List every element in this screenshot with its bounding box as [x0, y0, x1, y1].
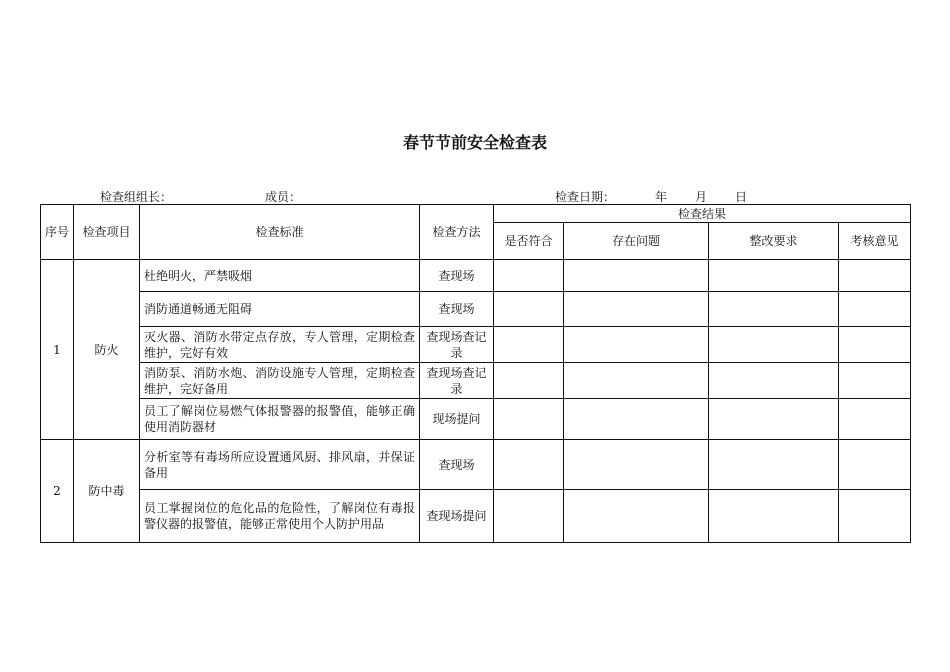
header-item: 检查项目	[74, 205, 140, 260]
header-seq: 序号	[41, 205, 74, 260]
assess-cell[interactable]	[839, 363, 911, 399]
header-row	[41, 205, 911, 223]
problem-cell[interactable]	[564, 327, 709, 363]
date-label: 检查日期：	[555, 190, 616, 204]
header-problem: 存在问题	[564, 223, 709, 260]
group-item: 防火	[74, 260, 140, 440]
assess-cell[interactable]	[839, 292, 911, 327]
header-conform: 是否符合	[494, 223, 564, 260]
problem-cell[interactable]	[564, 363, 709, 399]
method-cell: 查现场查记录	[420, 363, 494, 399]
inspection-date-line	[555, 188, 747, 205]
assess-cell[interactable]	[839, 440, 911, 490]
method-cell: 查现场	[420, 440, 494, 490]
problem-cell[interactable]	[564, 292, 709, 327]
conform-cell[interactable]	[494, 327, 564, 363]
rectify-cell[interactable]	[709, 363, 839, 399]
table-row	[41, 490, 911, 543]
rectify-cell[interactable]	[709, 260, 839, 292]
standard-cell: 消防泵、消防水炮、消防设施专人管理，定期检查维护，完好备用	[140, 363, 420, 399]
header-assess: 考核意见	[839, 223, 911, 260]
conform-cell[interactable]	[494, 440, 564, 490]
header-result: 检查结果	[494, 205, 911, 223]
conform-cell[interactable]	[494, 399, 564, 440]
conform-cell[interactable]	[494, 363, 564, 399]
header-method: 检查方法	[420, 205, 494, 260]
standard-cell: 灭火器、消防水带定点存放，专人管理，定期检查维护，完好有效	[140, 327, 420, 363]
problem-cell[interactable]	[564, 490, 709, 543]
day-label: 日	[735, 190, 748, 204]
conform-cell[interactable]	[494, 292, 564, 327]
assess-cell[interactable]	[839, 260, 911, 292]
problem-cell[interactable]	[564, 399, 709, 440]
year-label: 年	[655, 190, 668, 204]
standard-cell: 员工了解岗位易燃气体报警器的报警值，能够正确使用消防器材	[140, 399, 420, 440]
inspection-table	[40, 204, 911, 543]
header-standard: 检查标准	[140, 205, 420, 260]
assess-cell[interactable]	[839, 399, 911, 440]
method-cell: 查现场提问	[420, 490, 494, 543]
standard-cell: 员工掌握岗位的危化品的危险性，了解岗位有毒报警仪器的报警值，能够正常使用个人防护用品	[140, 490, 420, 543]
group-seq: 2	[41, 440, 74, 543]
group-item: 防中毒	[74, 440, 140, 543]
table-row	[41, 363, 911, 399]
table-row	[41, 440, 911, 490]
rectify-cell[interactable]	[709, 292, 839, 327]
group-seq: 1	[41, 260, 74, 440]
conform-cell[interactable]	[494, 260, 564, 292]
conform-cell[interactable]	[494, 490, 564, 543]
assess-cell[interactable]	[839, 490, 911, 543]
rectify-cell[interactable]	[709, 399, 839, 440]
method-cell: 现场提问	[420, 399, 494, 440]
standard-cell: 杜绝明火，严禁吸烟	[140, 260, 420, 292]
table-row	[41, 327, 911, 363]
rectify-cell[interactable]	[709, 490, 839, 543]
rectify-cell[interactable]	[709, 327, 839, 363]
table-row	[41, 260, 911, 292]
standard-cell: 消防通道畅通无阻碍	[140, 292, 420, 327]
method-cell: 查现场	[420, 292, 494, 327]
table-row	[41, 399, 911, 440]
problem-cell[interactable]	[564, 440, 709, 490]
assess-cell[interactable]	[839, 327, 911, 363]
members-label: 成员：	[265, 190, 302, 204]
document-title: 春节节前安全检查表	[402, 133, 547, 152]
problem-cell[interactable]	[564, 260, 709, 292]
method-cell: 查现场查记录	[420, 327, 494, 363]
leader-label: 检查组组长：	[100, 190, 173, 204]
header-rectify: 整改要求	[709, 223, 839, 260]
table-row	[41, 292, 911, 327]
rectify-cell[interactable]	[709, 440, 839, 490]
standard-cell: 分析室等有毒场所应设置通风厨、排风扇，并保证备用	[140, 440, 420, 490]
method-cell: 查现场	[420, 260, 494, 292]
month-label: 月	[695, 190, 708, 204]
